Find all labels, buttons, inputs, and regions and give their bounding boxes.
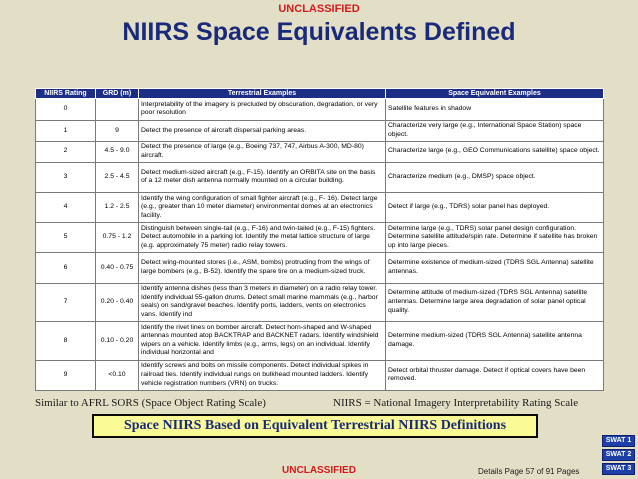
cell-grd: 1.2 - 2.5: [96, 192, 139, 222]
cell-grd: 4.5 - 9.0: [96, 141, 139, 162]
cell-space: Characterize large (e.g., GEO Communications satellite) space object.: [386, 141, 604, 162]
footnote-sors: Similar to AFRL SORS (Space Object Rating Scale): [35, 397, 266, 409]
cell-terrestrial: Detect wing-mounted stores (i.e., ASM, bombs) protruding from the wings of large bombers (e.g., B-52). Identify the spare tire on a medium-sized truck.: [139, 253, 386, 283]
footnote-niirs-definition: NIIRS = National Imagery Interpretability Rating Scale: [333, 397, 579, 409]
classification-top: UNCLASSIFIED: [278, 3, 360, 15]
page-title: NIIRS Space Equivalents Defined: [122, 18, 516, 46]
cell-grd: 0.40 - 0.75: [96, 253, 139, 283]
cell-rating: 3: [36, 162, 96, 192]
cell-grd: [96, 99, 139, 121]
table-row: [36, 120, 604, 141]
cell-rating: 7: [36, 283, 96, 322]
cell-space: Satellite features in shadow: [386, 99, 604, 121]
cell-space: Characterize very large (e.g., International Space Station) space object.: [386, 120, 604, 141]
table-row: [36, 192, 604, 222]
table-row: [36, 99, 604, 121]
cell-grd: 0.20 - 0.40: [96, 283, 139, 322]
table-row: [36, 162, 604, 192]
cell-space: Characterize medium (e.g., DMSP) space object.: [386, 162, 604, 192]
cell-rating: 0: [36, 99, 96, 121]
cell-rating: 1: [36, 120, 96, 141]
cell-terrestrial: Detect medium-sized aircraft (e.g., F-15). Identify an ORBITA site on the basis of a 12 meter dish antenna normally mounted on a circular building.: [139, 162, 386, 192]
summary-banner: Space NIIRS Based on Equivalent Terrestrial NIIRS Definitions: [92, 414, 538, 438]
cell-terrestrial: Identify screws and bolts on missile components. Detect individual spikes in railroad ties. Identify individual rungs on bulkhead mounted ladders. Identify vehicle registration numbers (VRN) on trucks.: [139, 360, 386, 390]
cell-space: Detect orbital thruster damage. Detect if optical covers have been removed.: [386, 360, 604, 390]
page-details: Details Page 57 of 91 Pages: [478, 467, 580, 476]
cell-rating: 5: [36, 223, 96, 253]
swat-1-button[interactable]: SWAT 1: [602, 435, 635, 447]
niirs-table: [35, 88, 604, 391]
cell-space: Detect if large (e.g., TDRS) solar panel has deployed.: [386, 192, 604, 222]
table-header-row: [36, 89, 604, 99]
cell-terrestrial: Identify the rivet lines on bomber aircraft. Detect horn-shaped and W-shaped antennas mounted atop BACKTRAP and BACKNET radars. Identify windshield wipers on a vehicle. Identify limbs (e.g., arms, legs) on an individual. Identify individual horizontal and: [139, 322, 386, 361]
table-row: [36, 223, 604, 253]
niirs-table-container: [35, 88, 603, 391]
classification-bottom: UNCLASSIFIED: [282, 465, 356, 476]
cell-grd: <0.10: [96, 360, 139, 390]
cell-rating: 9: [36, 360, 96, 390]
header-grd: GRD (m): [96, 89, 139, 99]
cell-terrestrial: Interpretability of the imagery is precluded by obscuration, degradation, or very poor resolution: [139, 99, 386, 121]
cell-terrestrial: Identify the wing configuration of small fighter aircraft (e.g., F- 16). Detect large (e.g., greater than 10 meter diameter) environmental domes at an electronics facility.: [139, 192, 386, 222]
table-row: [36, 253, 604, 283]
cell-grd: 9: [96, 120, 139, 141]
cell-terrestrial: Detect the presence of aircraft dispersal parking areas.: [139, 120, 386, 141]
cell-rating: 8: [36, 322, 96, 361]
cell-grd: 0.10 - 0.20: [96, 322, 139, 361]
cell-space: Determine large (e.g., TDRS) solar panel design configuration. Determine satellite attitude/spin rate. Determine if satellite has broken up into large pieces.: [386, 223, 604, 253]
cell-space: Determine existence of medium-sized (TDRS SGL Antenna) satellite antennas.: [386, 253, 604, 283]
swat-3-button[interactable]: SWAT 3: [602, 463, 635, 475]
cell-terrestrial: Distinguish between single-tail (e.g., F-16) and twin-tailed (e.g., F-15) fighters. Detect automobile in a parking lot. Identify the metal lattice structure of large (e.g. approximately 75 meter) radio relay towers.: [139, 223, 386, 253]
cell-rating: 4: [36, 192, 96, 222]
cell-grd: 0.75 - 1.2: [96, 223, 139, 253]
header-space-equivalent-examples: Space Equivalent Examples: [386, 89, 604, 99]
header-niirs-rating: NIIRS Rating: [36, 89, 96, 99]
table-row: [36, 322, 604, 361]
cell-rating: 6: [36, 253, 96, 283]
cell-rating: 2: [36, 141, 96, 162]
table-row: [36, 360, 604, 390]
header-terrestrial-examples: Terrestrial Examples: [139, 89, 386, 99]
swat-2-button[interactable]: SWAT 2: [602, 449, 635, 461]
table-row: [36, 283, 604, 322]
cell-terrestrial: Identify antenna dishes (less than 3 meters in diameter) on a radio relay tower. Identify individual 55-gallon drums. Detect small marine mammals (e.g., harbor seals) on sand/gravel beaches. Identify ports, ladders, vents on electronics vans. Identify ind: [139, 283, 386, 322]
cell-terrestrial: Detect the presence of large (e.g., Boeing 737, 747, Airbus A-300, MD-80) aircraft.: [139, 141, 386, 162]
cell-space: Determine attitude of medium-sized (TDRS SGL Antenna) satellite antennas. Determine large area degradation of solar panel optical quality.: [386, 283, 604, 322]
cell-grd: 2.5 - 4.5: [96, 162, 139, 192]
cell-space: Determine medium-sized (TDRS SGL Antenna) satellite antenna damage.: [386, 322, 604, 361]
table-row: [36, 141, 604, 162]
